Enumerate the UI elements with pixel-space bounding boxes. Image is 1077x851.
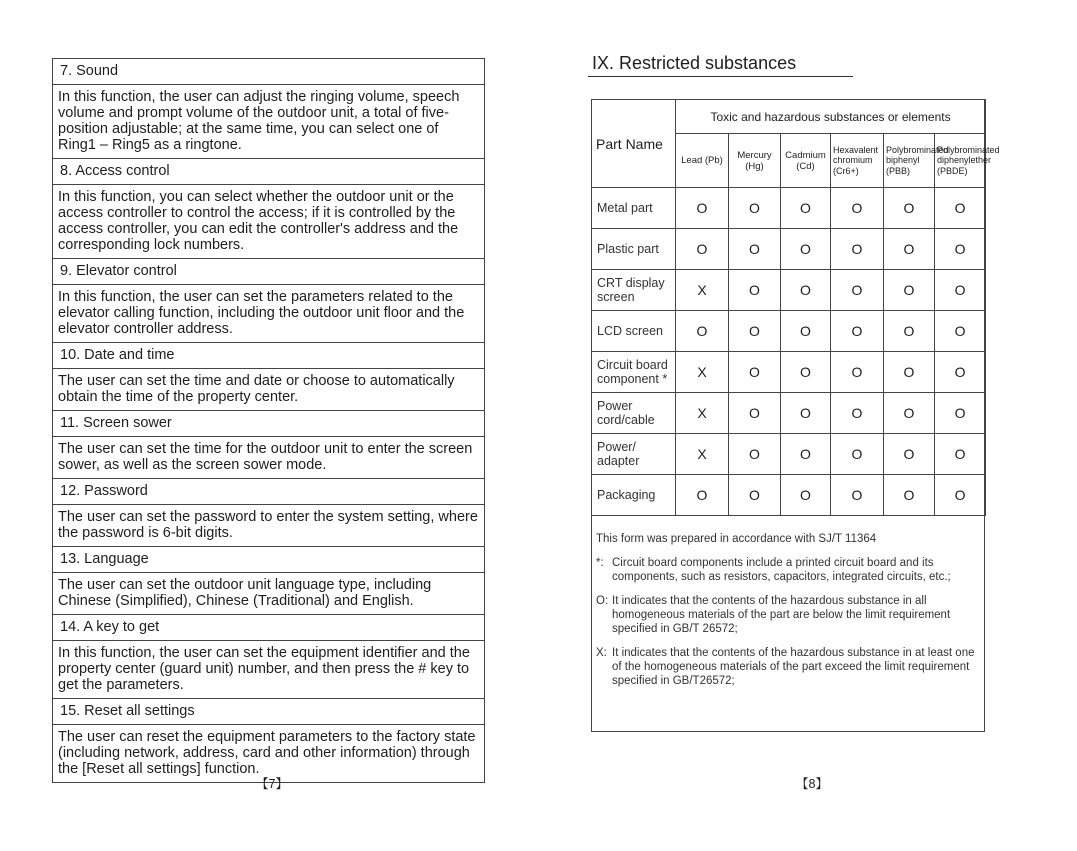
col-header-lead: Lead (Pb) xyxy=(676,134,729,188)
restricted-substances-box xyxy=(591,99,1000,732)
substance-mark-cell: O xyxy=(781,229,831,270)
substance-mark-cell: O xyxy=(781,434,831,475)
substance-mark-cell: O xyxy=(729,311,781,352)
note-key: X: xyxy=(596,647,607,659)
table-row xyxy=(592,475,986,516)
substance-mark-cell: O xyxy=(831,475,884,516)
substance-mark-cell: O xyxy=(831,434,884,475)
section-access-control xyxy=(53,159,484,259)
section-title: 13. Language xyxy=(53,547,484,573)
substance-mark-cell: O xyxy=(884,352,935,393)
table-row xyxy=(592,352,986,393)
substance-mark-cell: O xyxy=(729,475,781,516)
section-body: The user can set the time for the outdoor unit to enter the screen sower, as well as the screen sower mode. xyxy=(58,441,473,473)
table-row xyxy=(592,188,986,229)
substance-mark-cell: O xyxy=(935,311,986,352)
substance-mark-cell: O xyxy=(884,434,935,475)
substance-mark-cell: X xyxy=(676,270,729,311)
substance-mark-cell: O xyxy=(935,188,986,229)
table-row xyxy=(592,434,986,475)
substance-mark-cell: O xyxy=(676,475,729,516)
part-name-cell: LCD screen xyxy=(592,311,676,352)
substance-mark-cell: O xyxy=(729,393,781,434)
section-title: 8. Access control xyxy=(53,159,484,185)
substance-mark-cell: X xyxy=(676,352,729,393)
note-text: It indicates that the contents of the hazardous substance in all homogeneous materials of the part are below the limit requirement specified in GB/T 26572; xyxy=(612,595,951,635)
section-language xyxy=(53,547,484,615)
settings-function-list xyxy=(52,58,485,783)
note-key: O: xyxy=(596,595,609,607)
note-key: *: xyxy=(596,557,604,569)
part-name-cell: Circuit board component * xyxy=(592,352,676,393)
substance-mark-cell: O xyxy=(935,434,986,475)
section-title: 14. A key to get xyxy=(53,615,484,641)
page-number-left: 【7】 xyxy=(256,777,288,791)
section-key-to-get xyxy=(53,615,484,699)
substance-mark-cell: O xyxy=(884,270,935,311)
substance-mark-cell: O xyxy=(935,475,986,516)
section-title: 11. Screen sower xyxy=(53,411,484,437)
page-number-right: 【8】 xyxy=(796,777,828,791)
substance-mark-cell: O xyxy=(729,434,781,475)
substance-mark-cell: O xyxy=(781,352,831,393)
col-header-mercury: Mercury (Hg) xyxy=(729,134,781,188)
substance-mark-cell: O xyxy=(935,352,986,393)
col-header-pbb: Polybrominated biphenyl (PBB) xyxy=(884,134,935,188)
note-asterisk xyxy=(592,556,982,584)
note-text: It indicates that the contents of the hazardous substance in at least one of the homogeneous materials of the part exceed the limit requirement specified in GB/T26572; xyxy=(612,647,975,687)
part-name-cell: Power/ adapter xyxy=(592,434,676,475)
section-title: 15. Reset all settings xyxy=(53,699,484,725)
table-notes xyxy=(592,529,982,688)
part-name-cell: Metal part xyxy=(592,188,676,229)
section-body: The user can set the time and date or choose to automatically obtain the time of the property center. xyxy=(58,373,455,405)
table-row xyxy=(592,311,986,352)
substance-mark-cell: O xyxy=(781,188,831,229)
substance-mark-cell: X xyxy=(676,434,729,475)
substance-mark-cell: O xyxy=(884,311,935,352)
substance-mark-cell: O xyxy=(729,188,781,229)
substance-mark-cell: O xyxy=(884,229,935,270)
section-title: 10. Date and time xyxy=(53,343,484,369)
substance-mark-cell: O xyxy=(729,352,781,393)
note-o-mark xyxy=(592,594,982,636)
section-reset-all xyxy=(53,699,484,782)
page-title: IX. Restricted substances xyxy=(592,53,797,73)
substance-mark-cell: O xyxy=(729,229,781,270)
note-x-mark xyxy=(592,646,982,688)
col-header-cadmium: Cadmium (Cd) xyxy=(781,134,831,188)
section-body: The user can set the password to enter the system setting, where the password is 6-bit digits. xyxy=(58,509,478,541)
substances-group-header: Toxic and hazardous substances or elements xyxy=(676,100,986,134)
substance-mark-cell: O xyxy=(831,270,884,311)
section-body: The user can reset the equipment parameters to the factory state (including network, address, card and other information) through the [Reset all settings] function. xyxy=(58,729,476,777)
substance-mark-cell: O xyxy=(884,188,935,229)
part-name-cell: Packaging xyxy=(592,475,676,516)
title-underline xyxy=(588,76,853,77)
col-header-pbde: Polybrominated diphenylether (PBDE) xyxy=(935,134,986,188)
substance-mark-cell: O xyxy=(676,311,729,352)
col-header-hexavalent-chromium: Hexavalent chromium (Cr6+) xyxy=(831,134,884,188)
substance-mark-cell: O xyxy=(729,270,781,311)
substances-table xyxy=(591,99,1000,516)
section-password xyxy=(53,479,484,547)
substance-mark-cell: O xyxy=(935,270,986,311)
section-elevator-control xyxy=(53,259,484,343)
table-row xyxy=(592,393,986,434)
part-name-cell: Plastic part xyxy=(592,229,676,270)
substance-mark-cell: O xyxy=(831,393,884,434)
section-title: 7. Sound xyxy=(53,59,484,85)
section-date-time xyxy=(53,343,484,411)
substance-mark-cell: O xyxy=(831,229,884,270)
substance-mark-cell: O xyxy=(831,311,884,352)
table-row xyxy=(592,270,986,311)
notes-intro: This form was prepared in accordance with SJ/T 11364 xyxy=(596,533,877,545)
section-title: 12. Password xyxy=(53,479,484,505)
section-body: The user can set the outdoor unit language type, including Chinese (Simplified), Chinese (Traditional) and English. xyxy=(58,577,432,609)
substance-mark-cell: O xyxy=(884,393,935,434)
substance-mark-cell: O xyxy=(781,393,831,434)
section-screen-sower xyxy=(53,411,484,479)
part-name-header: Part Name xyxy=(592,100,676,188)
substance-mark-cell: O xyxy=(781,475,831,516)
substance-mark-cell: O xyxy=(884,475,935,516)
substance-mark-cell: X xyxy=(676,393,729,434)
substance-mark-cell: O xyxy=(676,188,729,229)
section-body: In this function, the user can adjust the ringing volume, speech volume and prompt volume of the outdoor unit, a total of five-position adjustable; at the same time, you can select one of Ring1 – Ring5 as a ringtone. xyxy=(58,89,460,153)
table-row xyxy=(592,229,986,270)
substance-mark-cell: O xyxy=(781,270,831,311)
part-name-cell: Power cord/cable xyxy=(592,393,676,434)
section-body: In this function, you can select whether the outdoor unit or the access controller to control the access; if it is controlled by the access controller, you can edit the controller's address and the corresponding lock numbers. xyxy=(58,189,459,253)
substance-mark-cell: O xyxy=(935,393,986,434)
part-name-cell: CRT display screen xyxy=(592,270,676,311)
note-text: Circuit board components include a printed circuit board and its components, such as resistors, capacitors, integrated circuits, etc.; xyxy=(612,557,951,583)
section-sound xyxy=(53,59,484,159)
section-body: In this function, the user can set the parameters related to the elevator calling function, including the outdoor unit floor and the elevator controller address. xyxy=(58,289,465,337)
substance-mark-cell: O xyxy=(676,229,729,270)
substance-mark-cell: O xyxy=(935,229,986,270)
substance-mark-cell: O xyxy=(831,188,884,229)
section-title: 9. Elevator control xyxy=(53,259,484,285)
substance-mark-cell: O xyxy=(781,311,831,352)
substance-mark-cell: O xyxy=(831,352,884,393)
section-body: In this function, the user can set the equipment identifier and the property center (guard unit) number, and then press the # key to get the parameters. xyxy=(58,645,470,693)
